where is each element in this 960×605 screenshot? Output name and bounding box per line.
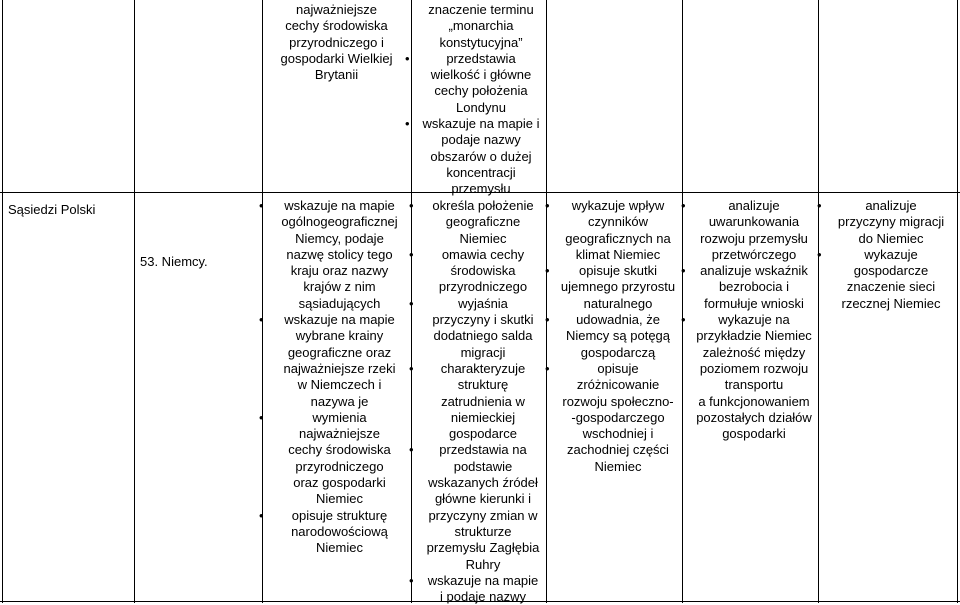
requirements-list	[556, 198, 680, 475]
list-item: sąsiadujących	[298, 295, 381, 311]
list-item: • wskazuje na mapie	[270, 198, 409, 214]
list-item: • udowadnia, że	[556, 312, 680, 328]
lesson-cell	[140, 254, 260, 270]
requirements-list	[692, 198, 816, 442]
list-item: w Niemczech i	[297, 377, 382, 393]
list-item: wskazanych źródeł	[428, 475, 538, 491]
list-item: nazwę stolicy tego	[286, 246, 393, 262]
list-item: narodowościową	[291, 523, 388, 539]
list-item: strukturę	[457, 377, 509, 393]
list-item: • przedstawia na	[420, 442, 546, 458]
list-item: i podaje nazwy	[440, 589, 526, 605]
list-item: zachodniej części	[567, 442, 669, 458]
list-item: przyczyny zmian w	[428, 507, 538, 523]
requirements-cell-excellent	[828, 198, 954, 312]
list-item: zatrudnienia w	[441, 393, 525, 409]
subject-cell	[8, 202, 132, 218]
list-item: rozwoju przemysłu	[700, 230, 808, 246]
list-item: znaczenie sieci	[846, 279, 936, 295]
list-item: zróżnicowanie	[576, 377, 660, 393]
list-item: • wskazuje na mapie	[420, 573, 546, 589]
requirements-list	[420, 198, 546, 605]
requirements-cell-previous	[262, 2, 411, 83]
list-item: transportu	[724, 377, 784, 393]
list-item: nazywa je	[310, 393, 369, 409]
requirements-cell-extended	[420, 198, 546, 605]
list-item: • analizuje	[828, 198, 954, 214]
list-item: • wyjaśnia	[420, 296, 546, 312]
table-border-right	[957, 0, 958, 603]
list-item: gospodarki	[722, 426, 786, 442]
list-item: • opisuje skutki	[556, 263, 680, 279]
table-border-left	[2, 0, 3, 603]
list-item: wybrane krainy	[295, 328, 384, 344]
list-item: a funkcjonowaniem	[698, 393, 810, 409]
table-border	[682, 0, 683, 603]
list-item: podstawie	[453, 458, 513, 474]
list-item: gospodarczą	[580, 344, 656, 360]
subject-label: Sąsiedzi Polski	[8, 202, 96, 217]
list-item: „monarchia	[448, 18, 514, 34]
list-item: • opisuje	[556, 361, 680, 377]
table-border	[818, 0, 819, 603]
list-item: ogólnogeograficznej	[281, 214, 398, 230]
list-item: kraju oraz nazwy	[290, 263, 389, 279]
list-item: oraz gospodarki	[293, 475, 386, 491]
list-item: migracji	[460, 344, 506, 360]
list-item: główne kierunki i	[434, 491, 532, 507]
list-item: gospodarcze	[853, 263, 929, 279]
list-item: przyrodniczego	[438, 279, 528, 295]
list-item: cechy środowiska	[288, 442, 391, 458]
list-item: pozostałych działów	[696, 409, 812, 425]
list-item: • wskazuje na mapie	[270, 312, 409, 328]
list-item: rzecznej Niemiec	[841, 295, 941, 311]
list-item: cechy położenia	[434, 83, 528, 99]
table-border	[546, 0, 547, 603]
requirements-list	[828, 198, 954, 312]
list-item: • omawia cechy	[420, 247, 546, 263]
list-item: najważniejsze	[296, 2, 377, 17]
list-item: Niemiec	[316, 491, 363, 507]
list-item: • charakteryzuje	[420, 361, 546, 377]
list-item: Brytanii	[314, 67, 359, 83]
requirements-list	[416, 2, 546, 198]
list-item: • analizuje	[692, 198, 816, 214]
list-item: przykładzie Niemiec	[696, 328, 812, 344]
list-item: czynników	[588, 214, 648, 230]
list-item: przyczyny i skutki	[432, 312, 534, 328]
list-item: wschodniej i	[582, 426, 654, 442]
list-item: przyrodniczego	[295, 458, 384, 474]
requirements-list	[262, 2, 411, 83]
list-item: gospodarce	[449, 426, 517, 442]
list-item: Niemiec	[594, 458, 642, 474]
list-item: ujemnego przyrostu	[560, 279, 676, 295]
list-item: Niemcy, podaje	[295, 230, 384, 246]
table-border	[134, 0, 135, 603]
list-item: Niemiec	[459, 230, 507, 246]
list-item: przyczyny migracji	[837, 214, 945, 230]
list-item: środowiska	[450, 263, 516, 279]
list-item: obszarów o dużej	[430, 148, 532, 164]
requirements-cell-full	[692, 198, 816, 442]
list-item: konstytucyjna”	[439, 34, 523, 50]
list-item: • przedstawia	[416, 51, 546, 67]
list-item: geograficzne	[445, 214, 521, 230]
list-item: znaczenie terminu	[428, 2, 534, 17]
list-item: poziomem rozwoju	[699, 360, 809, 376]
list-item: strukturze	[454, 523, 512, 539]
list-item: • wymienia	[270, 410, 409, 426]
list-item: wielkość i główne	[430, 67, 532, 83]
list-item: uwarunkowania	[708, 214, 800, 230]
list-item: klimat Niemiec	[575, 246, 661, 262]
list-item: Ruhry	[465, 556, 501, 572]
list-item: gospodarki Wielkiej	[280, 50, 393, 66]
list-item: • wykazuje	[828, 247, 954, 263]
list-item: zależność między	[702, 344, 806, 360]
list-item: bezrobocia i	[718, 279, 790, 295]
list-item: najważniejsze	[299, 426, 380, 442]
list-item: rozwoju społeczno-	[562, 393, 674, 409]
list-item: geograficzne oraz	[287, 344, 392, 360]
lesson-title: 53. Niemcy.	[140, 254, 208, 269]
list-item: Londynu	[456, 99, 506, 115]
list-item: • wykazuje na	[692, 312, 816, 328]
list-item: • opisuje strukturę	[270, 508, 409, 524]
list-item: przyrodniczego i	[289, 34, 384, 50]
list-item: dodatniego salda	[433, 328, 533, 344]
list-item: najważniejsze rzeki	[283, 360, 396, 376]
list-item: do Niemiec	[858, 230, 924, 246]
list-item: naturalnego	[583, 295, 653, 311]
list-item: cechy środowiska	[285, 18, 388, 34]
list-item: Niemcy są potęgą	[565, 328, 671, 344]
requirements-cell-complete	[556, 198, 680, 475]
list-item: geograficznych na	[565, 230, 671, 246]
list-item: formułuje wnioski	[704, 295, 804, 311]
list-item: koncentracji	[446, 164, 516, 180]
list-item: -gospodarczego	[571, 409, 665, 425]
list-item: podaje nazwy	[441, 132, 521, 148]
list-item: krajów z nim	[303, 279, 376, 295]
list-item: przemysłu	[451, 181, 511, 197]
list-item: przetwórczego	[711, 246, 797, 262]
requirements-cell-previous	[416, 2, 546, 198]
requirements-cell-basic	[270, 198, 409, 557]
list-item: • wskazuje na mapie i	[416, 116, 546, 132]
list-item: przemysłu Zagłębia	[426, 540, 540, 556]
list-item: • określa położenie	[420, 198, 546, 214]
requirements-list	[270, 198, 409, 557]
list-item: Niemiec	[316, 540, 363, 556]
list-item: • analizuje wskaźnik	[692, 263, 816, 279]
list-item: niemieckiej	[450, 409, 516, 425]
list-item: • wykazuje wpływ	[556, 198, 680, 214]
